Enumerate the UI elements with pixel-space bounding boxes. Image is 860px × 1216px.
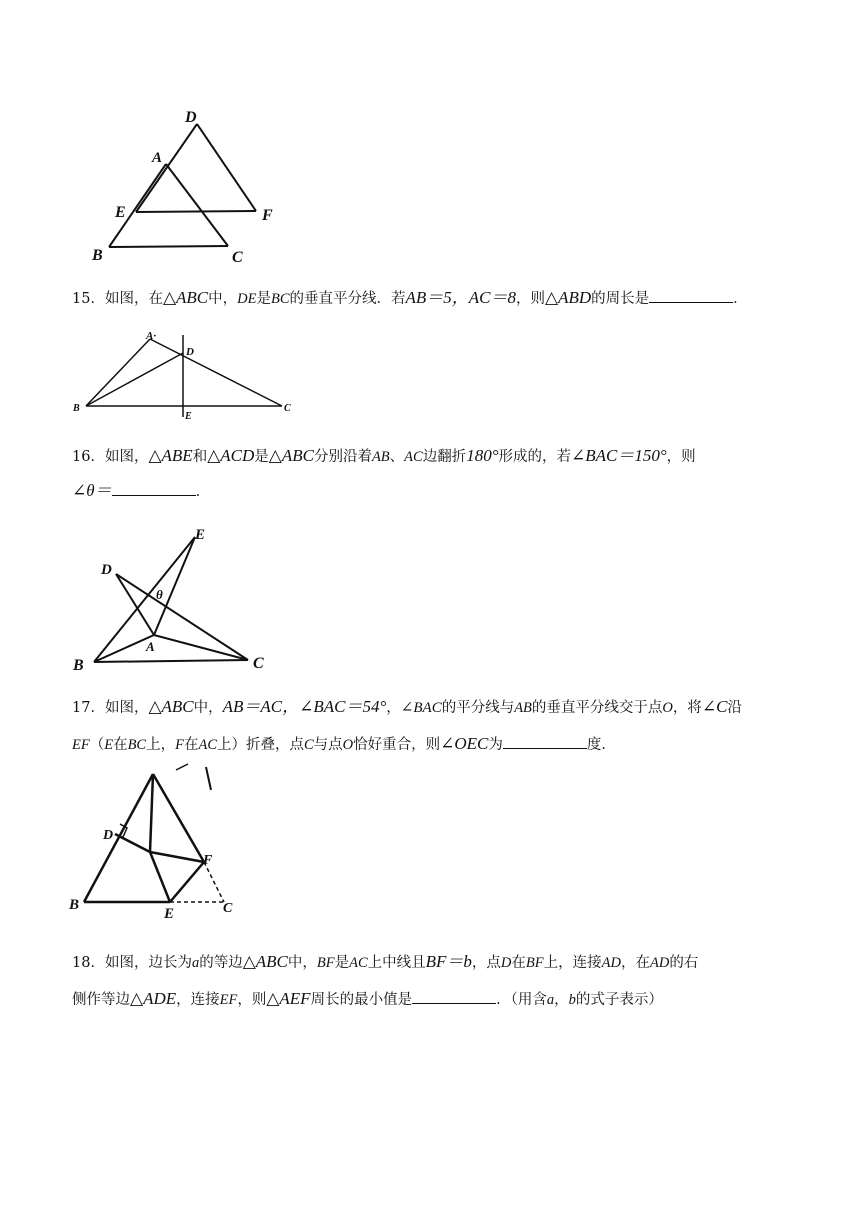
- answer-blank-16[interactable]: [112, 479, 196, 496]
- label-B: B: [73, 657, 84, 674]
- segment-DA: [116, 574, 154, 635]
- label-E: E: [115, 204, 126, 221]
- label-D: D: [103, 828, 114, 843]
- figure-16-folded-triangles: [70, 522, 290, 677]
- question-15: 15．如图，在△ABC中，DE是BC的垂直平分线．若AB＝5，AC＝8，则△ABD的周长是 ．: [72, 288, 748, 307]
- label-E: E: [195, 527, 206, 543]
- label-B: B: [73, 403, 80, 414]
- segment-AC: [166, 164, 228, 246]
- segment-BC: [109, 246, 228, 247]
- question-16-line-2: ∠θ＝ ．: [72, 481, 211, 500]
- segment-DC: [116, 574, 248, 660]
- question-18-line-2: 侧作等边△ADE，连接EF，则△AEF周长的最小值是 ．（用含a，b的式子表示）: [72, 989, 663, 1008]
- segment-AF: [153, 774, 204, 862]
- segment-OE: [150, 852, 170, 902]
- figure-14-triangles: [85, 100, 305, 270]
- label-B: B: [92, 247, 103, 264]
- figure-17-folded-triangle: [66, 762, 246, 922]
- label-D: D: [186, 346, 194, 358]
- figure-15-triangle: [70, 325, 310, 425]
- answer-blank-15[interactable]: [649, 286, 733, 303]
- question-17-line-2: EF（E在BC上，F在AC上）折叠，点C与点O恰好重合，则∠OEC为 度．: [72, 734, 616, 753]
- label-F: F: [262, 207, 273, 224]
- label-C: C: [223, 901, 233, 916]
- answer-blank-17[interactable]: [503, 732, 587, 749]
- question-18: 18．如图，边长为a的等边△ABC中，BF是AC上中线且BF＝b，点D在BF上，连接AD，在AD的右: [72, 952, 699, 971]
- label-C: C: [232, 249, 243, 266]
- segment-DF: [197, 124, 256, 211]
- segment-AB: [84, 774, 153, 902]
- label-C: C: [284, 403, 291, 414]
- label-theta: θ: [156, 587, 163, 602]
- label-B: B: [69, 897, 80, 913]
- stray-mark-2: [206, 767, 211, 790]
- label-A: A·: [146, 330, 157, 342]
- segment-AC: [154, 635, 248, 660]
- question-17: 17．如图，△ABC中，AB＝AC，∠BAC＝54°，∠BAC的平分线与AB的垂直平分线交于点O，将∠C沿: [72, 697, 742, 716]
- segment-OF: [150, 852, 204, 862]
- dashed-segment-FC: [204, 862, 224, 902]
- label-F: F: [203, 853, 213, 868]
- stray-mark: [176, 764, 188, 770]
- segment-BA: [86, 339, 150, 406]
- segment-BD: [86, 353, 183, 406]
- answer-blank-18[interactable]: [412, 987, 496, 1004]
- question-16: 16．如图，△ABE和△ACD是△ABC分别沿着AB、AC边翻折180°形成的，若∠BAC＝150°，则: [72, 446, 696, 465]
- segment-BE: [94, 537, 195, 662]
- label-E: E: [185, 411, 192, 422]
- label-D: D: [185, 109, 197, 126]
- label-A: A: [146, 639, 155, 654]
- label-D: D: [101, 562, 112, 578]
- segment-BA: [94, 635, 154, 662]
- label-A: A: [152, 150, 163, 166]
- segment-BC: [94, 660, 248, 662]
- label-E: E: [164, 906, 175, 922]
- segment-EF: [136, 211, 256, 212]
- segment-AO: [150, 774, 153, 852]
- segment-AC: [150, 339, 282, 406]
- segment-DE: [136, 124, 197, 212]
- segment-DO: [115, 834, 150, 852]
- label-C: C: [253, 655, 264, 672]
- segment-EF: [170, 862, 204, 902]
